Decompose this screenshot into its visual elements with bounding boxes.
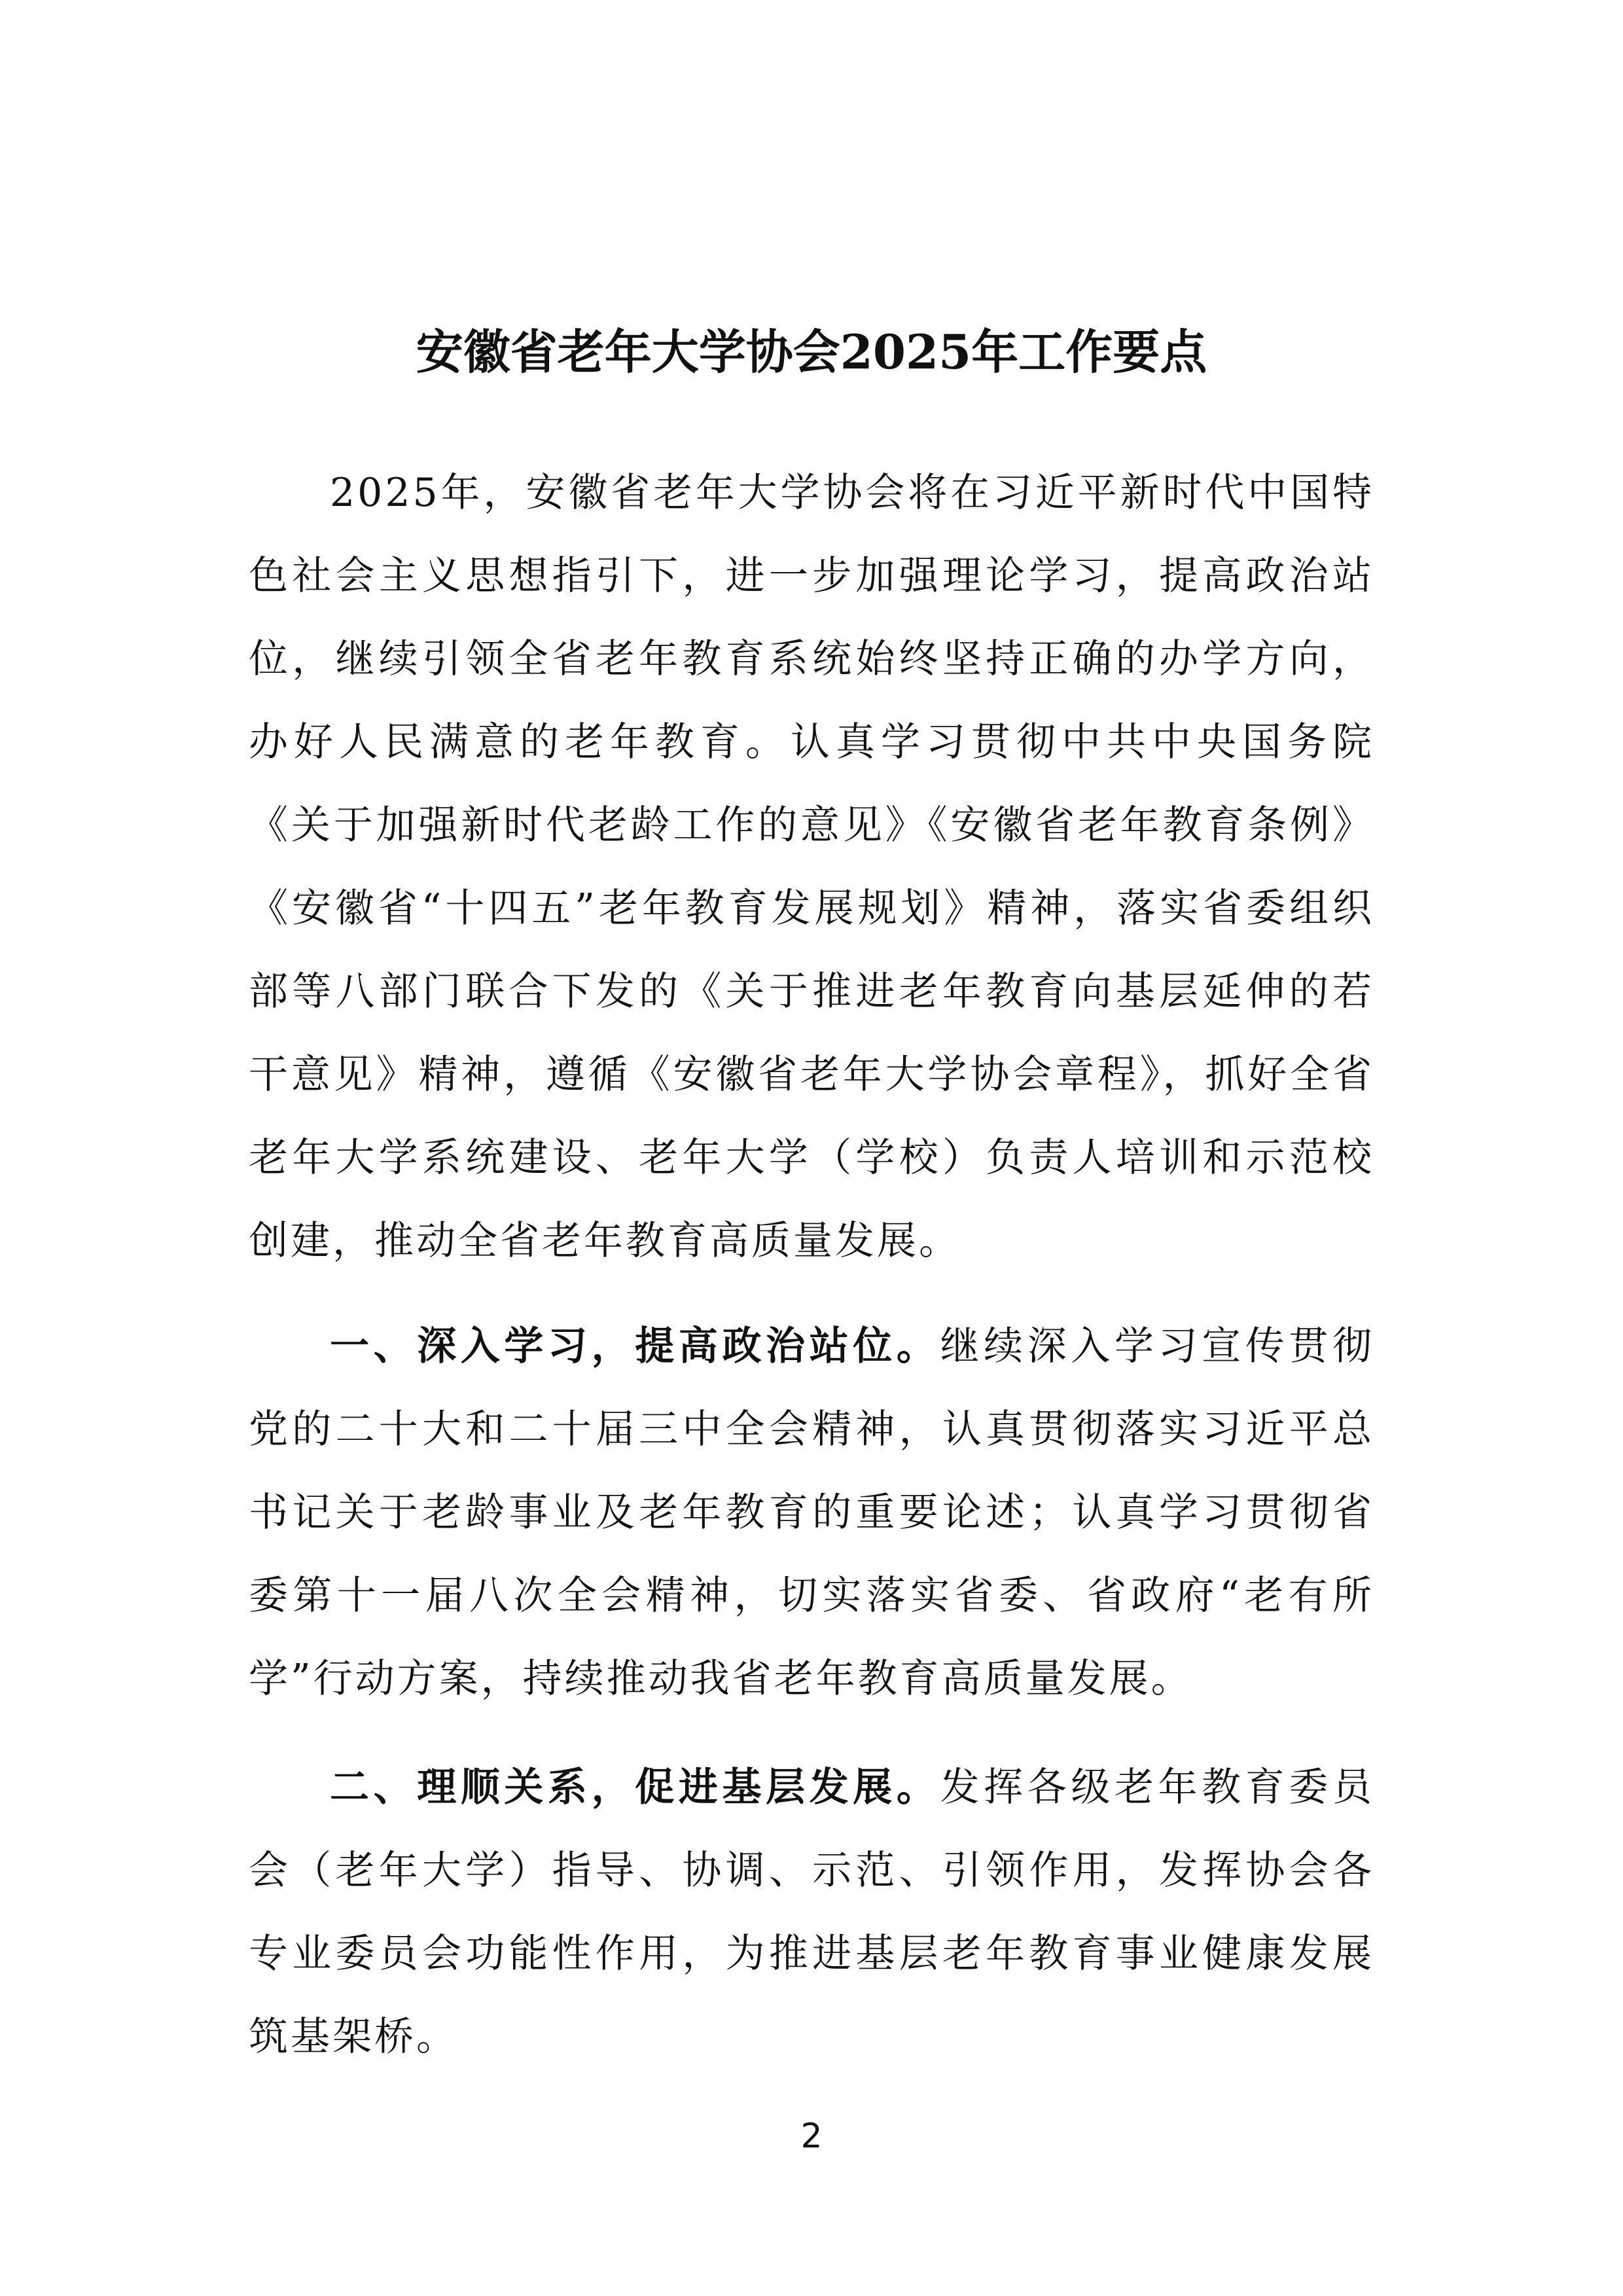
intro-paragraph-text: 2025年，安徽省老年大学协会将在习近平新时代中国特色社会主义思想指引下，进一步加强理论学习，提高政治站位，继续引领全省老年教育系统始终坚持正确的办学方向，办好人民满意的老年教育。认真学习贯彻中共中央国务院《关于加强新时代老龄工作的意见》《安徽省老年教育条例》《安徽省“十四五”老年教育发展规划》精神，落实省委组织部等八部门联合下发的《关于推进老年教育向基层延伸的若干意见》精神，遵循《安徽省老年大学协会章程》，抓好全省老年大学系统建设、老年大学（学校）负责人培训和示范校创建，推动全省老年教育高质量发展。: [249, 470, 1374, 1264]
section-two-heading: 二、理顺关系，促进基层发展。: [330, 1765, 940, 1810]
document-title: 安徽省老年大学协会2025年工作要点: [416, 324, 1207, 380]
section-one-text: 继续深入学习宣传贯彻党的二十大和二十届三中全会精神，认真贯彻落实习近平总书记关于老龄事业及老年教育的重要论述；认真学习贯彻省委第十一届八次全会精神，切实落实省委、省政府“老有所学”行动方案，持续推动我省老年教育高质量发展。: [249, 1323, 1375, 1702]
section-one-paragraph: [249, 1305, 1374, 1721]
section-two-paragraph: [249, 1746, 1374, 2079]
page-number: 2: [800, 2117, 823, 2156]
section-two-text: 发挥各级老年教育委员会（老年大学）指导、协调、示范、引领作用，发挥协会各专业委员会功能性作用，为推进基层老年教育事业健康发展筑基架桥。: [249, 1765, 1375, 2060]
section-one-heading: 一、深入学习，提高政治站位。: [330, 1323, 940, 1369]
intro-paragraph: [249, 452, 1374, 1283]
